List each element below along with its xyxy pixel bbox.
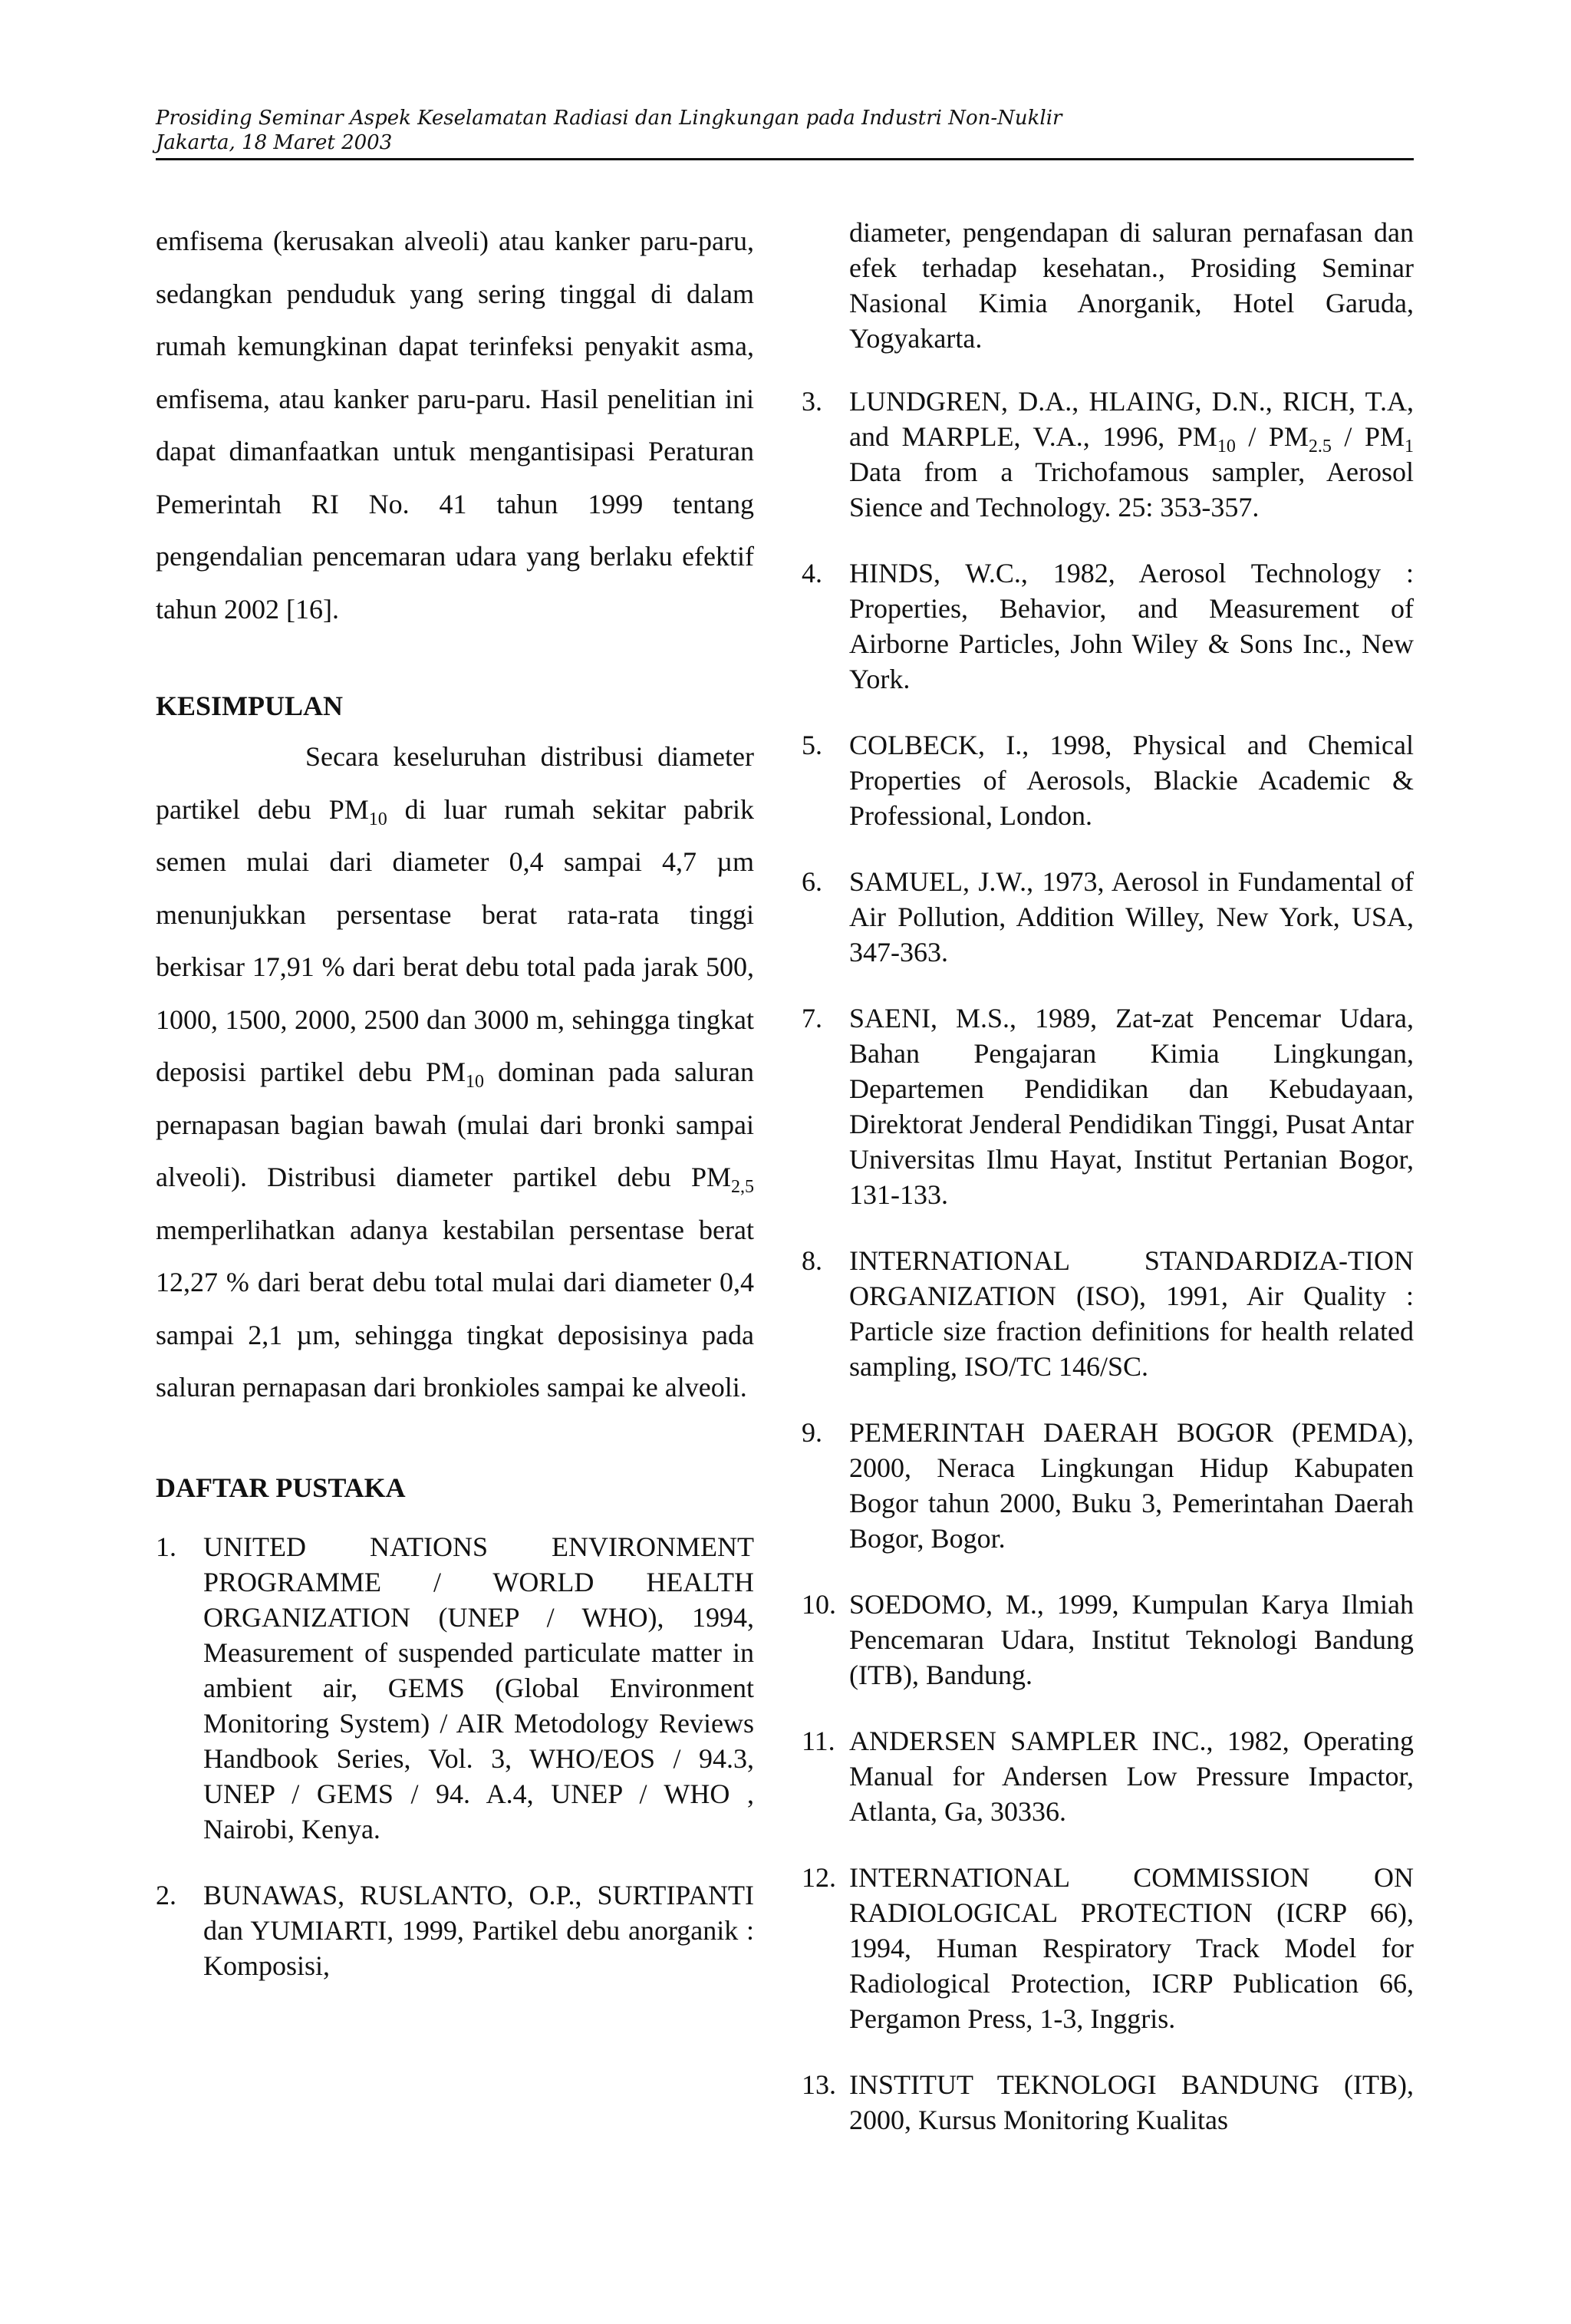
kesimpulan-text-4: memperlihatkan adanya kestabilan persentase berat 12,27 % dari berat debu total mulai dari diameter 0,4 sampai 2,1 µm, sehingga tingkat deposisinya pada saluran pernapasan dari bronkioles sampai ke alveoli. bbox=[156, 1214, 754, 1403]
reference-number: 9. bbox=[802, 1417, 822, 1448]
reference-number: 13. bbox=[802, 2069, 836, 2100]
intro-paragraph: emfisema (kerusakan alveoli) atau kanker paru-paru, sedangkan penduduk yang sering tinggal di dalam rumah kemungkinan dapat terinfeksi penyakit asma, emfisema, atau kanker paru-paru. Hasil penelitian ini dapat dimanfaatkan untuk mengantisipasi Peraturan Pemerintah RI No. 41 tahun 1999 tentang pengendalian pencemaran udara yang berlaku efektif tahun 2002 [16]. bbox=[156, 226, 754, 625]
reference-text: INTERNATIONAL COMMISSION ON RADIOLOGICAL PROTECTION (ICRP 66), 1994, Human Respiratory Track Model for Radiological Protection, ICRP Publication 66, Pergamon Press, 1-3, Inggris. bbox=[849, 1862, 1414, 2034]
reference-number: 12. bbox=[802, 1862, 836, 1893]
reference-item bbox=[156, 1529, 754, 1847]
reference-item bbox=[802, 1000, 1414, 1212]
reference-text: HINDS, W.C., 1982, Aerosol Technology : Properties, Behavior, and Measurement of Airborne Particles, John Wiley & Sons Inc., New York. bbox=[849, 558, 1414, 694]
reference-text-part: LUNDGREN, D.A., HLAING, D.N., RICH, T.A, and MARPLE, V.A., 1996, PM bbox=[849, 386, 1414, 452]
reference-number: 7. bbox=[802, 1003, 822, 1033]
pm10-subscript: 10 bbox=[1217, 437, 1236, 457]
reference-item bbox=[802, 1415, 1414, 1556]
reference-text bbox=[849, 384, 1414, 525]
header-location-date: Jakarta, 18 Maret 2003 bbox=[156, 131, 393, 154]
kesimpulan-heading: KESIMPULAN bbox=[156, 691, 344, 721]
reference-number: 2. bbox=[156, 1879, 176, 1910]
header-proceedings-title: Prosiding Seminar Aspek Keselamatan Radiasi dan Lingkungan pada Industri Non-Nuklir bbox=[156, 107, 1062, 130]
reference-number: 1. bbox=[156, 1531, 176, 1562]
reference-text: ANDERSEN SAMPLER INC., 1982, Operating Manual for Andersen Low Pressure Impactor, Atlanta, Ga, 30336. bbox=[849, 1726, 1414, 1827]
reference-item-continued bbox=[802, 215, 1414, 356]
reference-item bbox=[802, 1243, 1414, 1384]
reference-text-part: / PM bbox=[1331, 421, 1405, 452]
pm1-subscript: 1 bbox=[1404, 437, 1414, 457]
reference-text: BUNAWAS, RUSLANTO, O.P., SURTIPANTI dan YUMIARTI, 1999, Partikel debu anorganik : Komposisi, bbox=[203, 1879, 754, 1981]
reference-text: PEMERINTAH DAERAH BOGOR (PEMDA), 2000, Neraca Lingkungan Hidup Kabupaten Bogor tahun 2000, Buku 3, Pemerintahan Daerah Bogor, Bogor. bbox=[849, 1417, 1414, 1554]
reference-number: 10. bbox=[802, 1589, 836, 1620]
pm25-subscript: 2,5 bbox=[731, 1177, 754, 1198]
daftar-pustaka-heading: DAFTAR PUSTAKA bbox=[156, 1472, 406, 1503]
header-rule bbox=[156, 158, 1414, 160]
reference-item bbox=[802, 1587, 1414, 1693]
reference-number-blank bbox=[802, 215, 849, 356]
reference-text: SAMUEL, J.W., 1973, Aerosol in Fundamental of Air Pollution, Addition Willey, New York, USA, 347-363. bbox=[849, 866, 1414, 968]
kesimpulan-text-3: dominan pada saluran pernapasan bagian bawah (mulai dari bronki sampai alveoli). Distribusi diameter partikel debu PM bbox=[156, 1057, 754, 1192]
running-header bbox=[156, 106, 1414, 155]
reference-number: 3. bbox=[802, 386, 822, 417]
pm10-subscript: 10 bbox=[466, 1072, 485, 1093]
pm10-subscript: 10 bbox=[368, 809, 387, 829]
kesimpulan-text-2: di luar rumah sekitar pabrik semen mulai dari diameter 0,4 sampai 4,7 µm menunjukkan persentase berat rata-rata tinggi berkisar 17,91 % dari berat debu total pada jarak 500, 1000, 1500, 2000, 2500 dan 3000 m, sehingga tingkat deposisi partikel debu PM bbox=[156, 793, 754, 1087]
reference-text: INTERNATIONAL STANDARDIZA-TION ORGANIZATION (ISO), 1991, Air Quality : Particle size fraction definitions for health related sampling, ISO/TC 146/SC. bbox=[849, 1245, 1414, 1382]
reference-text: SAENI, M.S., 1989, Zat-zat Pencemar Udara, Bahan Pengajaran Kimia Lingkungan, Departemen Pendidikan dan Kebudayaan, Direktorat Jenderal Pendidikan Tinggi, Pusat Antar Universitas Ilmu Hayat, Institut Pertanian Bogor, 131-133. bbox=[849, 1003, 1414, 1210]
reference-item bbox=[802, 384, 1414, 525]
reference-item bbox=[802, 1860, 1414, 2036]
reference-text: COLBECK, I., 1998, Physical and Chemical Properties of Aerosols, Blackie Academic & Professional, London. bbox=[849, 730, 1414, 831]
kesimpulan-paragraph bbox=[156, 730, 754, 1414]
reference-text: SOEDOMO, M., 1999, Kumpulan Karya Ilmiah Pencemaran Udara, Institut Teknologi Bandung (ITB), Bandung. bbox=[849, 1589, 1414, 1690]
reference-number: 5. bbox=[802, 730, 822, 760]
reference-number: 4. bbox=[802, 558, 822, 588]
reference-text-part: Data from a Trichofamous sampler, Aerosol Sience and Technology. 25: 353-357. bbox=[849, 457, 1414, 522]
reference-item bbox=[802, 864, 1414, 970]
reference-item bbox=[156, 1877, 754, 1983]
right-column bbox=[802, 215, 1414, 2168]
reference-item bbox=[802, 2067, 1414, 2138]
left-column bbox=[156, 215, 754, 2014]
reference-number: 6. bbox=[802, 866, 822, 897]
reference-item bbox=[802, 555, 1414, 697]
reference-item bbox=[802, 727, 1414, 833]
reference-number: 11. bbox=[802, 1726, 835, 1756]
pm25-subscript: 2.5 bbox=[1308, 437, 1332, 457]
reference-item bbox=[802, 1723, 1414, 1829]
reference-text: diameter, pengendapan di saluran pernafasan dan efek terhadap kesehatan., Prosiding Seminar Nasional Kimia Anorganik, Hotel Garuda, Yogyakarta. bbox=[849, 217, 1414, 354]
reference-list-right bbox=[802, 215, 1414, 2138]
reference-number: 8. bbox=[802, 1245, 822, 1276]
reference-list-left bbox=[156, 1529, 754, 1983]
kesimpulan-text-1: Secara keseluruhan distribusi diameter partikel debu PM bbox=[156, 741, 754, 825]
reference-text-part: / PM bbox=[1235, 421, 1309, 452]
reference-text: UNITED NATIONS ENVIRONMENT PROGRAMME / WORLD HEALTH ORGANIZATION (UNEP / WHO), 1994, Measurement of suspended particulate matter in ambient air, GEMS (Global Environment Monitoring System) / AIR Metodology Reviews Handbook Series, Vol. 3, WHO/EOS / 94.3, UNEP / GEMS / 94. A.4, UNEP / WHO , Nairobi, Kenya. bbox=[203, 1531, 754, 1844]
reference-text: INSTITUT TEKNOLOGI BANDUNG (ITB), 2000, Kursus Monitoring Kualitas bbox=[849, 2069, 1414, 2135]
